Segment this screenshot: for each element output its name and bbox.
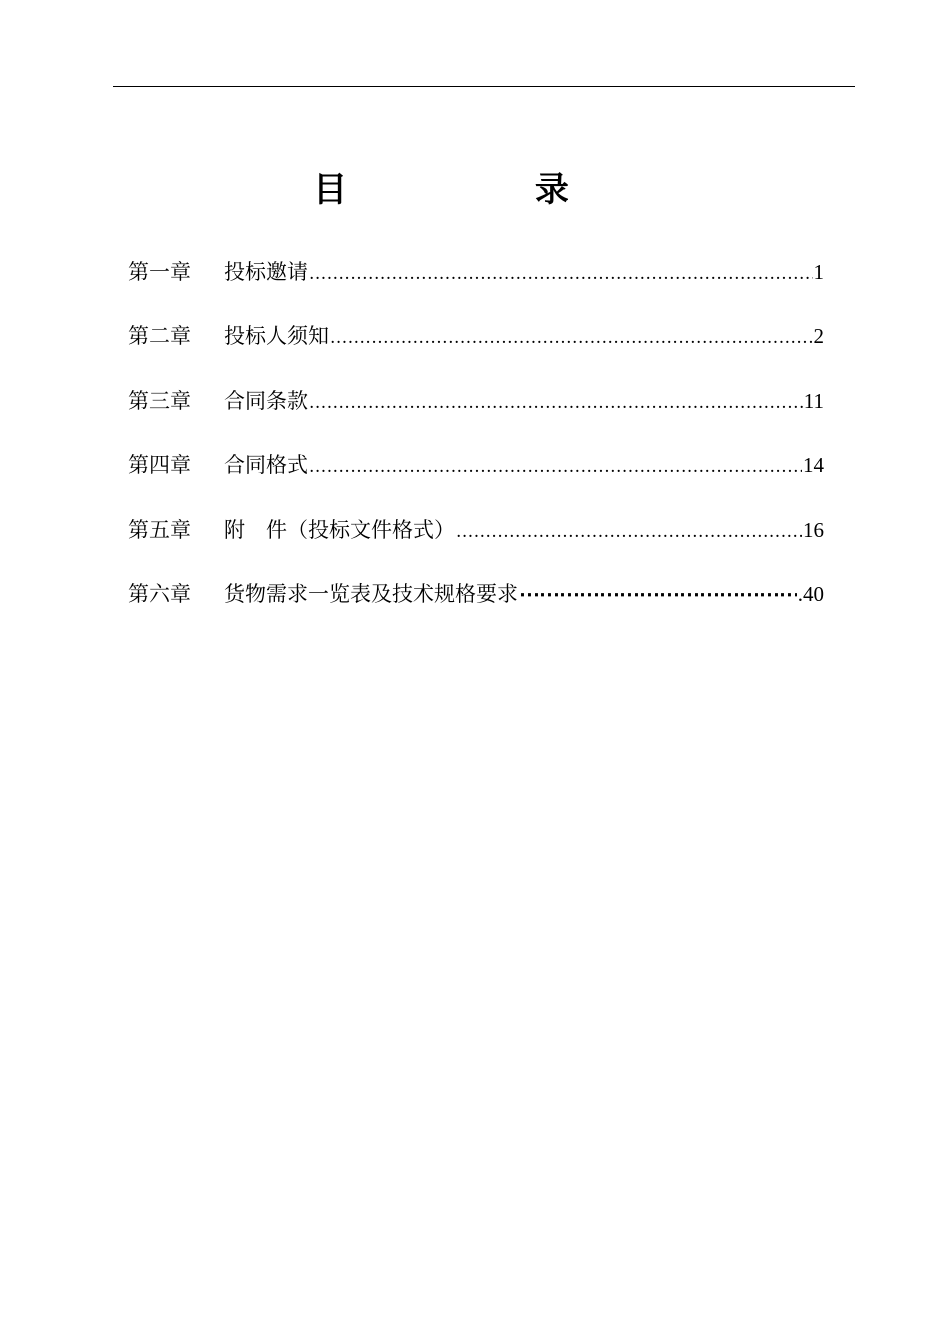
toc-chapter-title: 投标人须知 — [224, 324, 329, 349]
toc-entry[interactable] — [128, 316, 824, 356]
toc-dot-leader — [309, 445, 802, 485]
toc-dot-leader — [330, 316, 813, 356]
toc-chapter-label: 第二章 — [128, 324, 191, 349]
toc-dot-leader — [519, 574, 797, 614]
toc-page-number: 2 — [813, 324, 824, 349]
toc-chapter-label: 第三章 — [128, 388, 191, 413]
toc-entry[interactable] — [128, 574, 824, 614]
toc-chapter-title: 合同格式 — [224, 453, 308, 478]
toc-dot-leader — [456, 510, 802, 550]
page-title: 目 录 — [313, 170, 657, 210]
toc-entry[interactable] — [128, 510, 824, 550]
toc-list — [128, 252, 824, 638]
toc-chapter-label: 第一章 — [128, 260, 191, 284]
header-rule — [113, 86, 855, 87]
toc-chapter-title: 货物需求一览表及技术规格要求 — [224, 581, 518, 606]
toc-dot-leader — [309, 252, 813, 292]
toc-chapter-label: 第四章 — [128, 453, 191, 478]
toc-chapter-label: 第六章 — [128, 581, 191, 606]
toc-entry[interactable] — [128, 445, 824, 485]
toc-chapter-label: 第五章 — [128, 517, 191, 542]
toc-page-number: .40 — [797, 581, 824, 606]
toc-page-number: 1 — [813, 260, 824, 284]
toc-chapter-title: 附 件（投标文件格式） — [224, 517, 455, 542]
toc-chapter-title: 投标邀请 — [224, 260, 308, 284]
toc-entry[interactable] — [128, 252, 824, 292]
toc-chapter-title: 合同条款 — [224, 388, 308, 413]
toc-entry[interactable] — [128, 381, 824, 421]
toc-page-number: 16 — [803, 517, 824, 542]
toc-dot-leader — [309, 381, 803, 421]
toc-page-number: 11 — [803, 388, 824, 413]
toc-page-number: 14 — [803, 453, 824, 478]
